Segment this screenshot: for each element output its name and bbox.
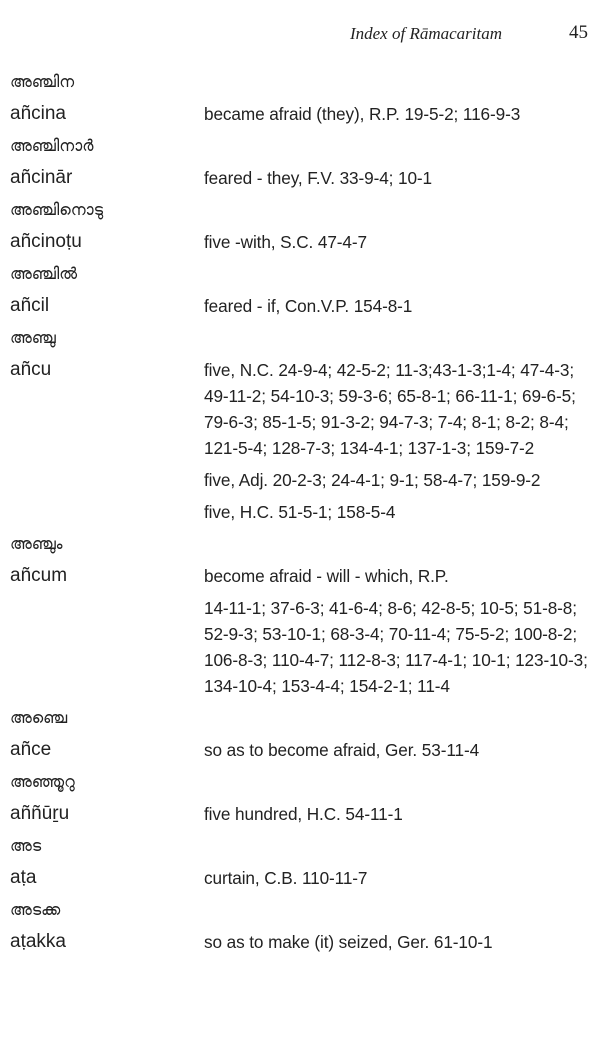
entry-row — [10, 290, 595, 322]
index-entry — [10, 830, 595, 894]
index-entries — [10, 66, 595, 958]
index-entry — [10, 528, 595, 702]
running-title: Index of Rāmacaritam — [349, 24, 502, 43]
entry-row — [10, 798, 595, 830]
sense-list — [204, 290, 595, 322]
sense-text: five hundred, H.C. 54-11-1 — [204, 804, 403, 824]
index-entry — [10, 894, 595, 958]
sense-list — [204, 926, 595, 958]
running-header — [0, 22, 600, 46]
sense-list — [204, 560, 595, 702]
transliterated-headword: aṭakka — [10, 931, 66, 952]
transliterated-headword: añcu — [10, 359, 52, 380]
sense-text: curtain, C.B. 110-11-7 — [204, 868, 368, 888]
sense-text: so as to become afraid, Ger. 53-11-4 — [204, 740, 480, 760]
transliterated-headword: añcinoṭu — [10, 231, 82, 252]
transliterated-headword: añcinār — [10, 167, 73, 188]
sense-list — [204, 98, 595, 130]
sense-list — [204, 226, 595, 258]
sense-text: feared - they, F.V. 33-9-4; 10-1 — [204, 168, 433, 188]
sense-text: five -with, S.C. 47-4-7 — [204, 232, 367, 252]
sense-list — [204, 798, 595, 830]
sense-text: so as to make (it) seized, Ger. 61-10-1 — [204, 932, 493, 952]
transliterated-headword: aṭa — [10, 867, 37, 888]
malayalam-headword: അഞ്ചും — [10, 534, 63, 553]
malayalam-headword: അഞ്ചിനാർ — [10, 136, 94, 155]
index-entry — [10, 702, 595, 766]
malayalam-headword: അടക്ക — [10, 900, 61, 919]
sense-text: become afraid - will - which, R.P. — [204, 566, 449, 586]
malayalam-headword: അഞ്ചു — [10, 328, 56, 347]
index-entry — [10, 322, 595, 528]
sense-list — [204, 734, 595, 766]
index-entry — [10, 130, 595, 194]
index-entry — [10, 258, 595, 322]
transliterated-headword: añce — [10, 739, 52, 760]
transliterated-headword: añcum — [10, 565, 68, 586]
entry-row — [10, 862, 595, 894]
entry-row — [10, 926, 595, 958]
index-entry — [10, 194, 595, 258]
malayalam-headword: അഞ്ചിനൊടു — [10, 200, 104, 219]
transliterated-headword: añcil — [10, 295, 50, 316]
entry-row — [10, 560, 595, 702]
malayalam-headword: അഞ്ഞൂറു — [10, 772, 75, 791]
sense-text: five, N.C. 24-9-4; 42-5-2; 11-3;43-1-3;1-4; 47-4-3; 49-11-2; 54-10-3; 59-3-6; 65-8-1; 66-11-1; 69-6-5; 79-6-3; 85-1-5; 91-3-2; 94-7-3; 7-4; 8-1; 8-2; 8-4; 121-5-4; 128-7-3; 134-4-1; 137-1-3; 159-7-2 — [204, 360, 576, 458]
transliterated-headword: aññūṟu — [10, 803, 70, 824]
sense-text: 14-11-1; 37-6-3; 41-6-4; 8-6; 42-8-5; 10-5; 51-8-8; 52-9-3; 53-10-1; 68-3-4; 70-11-4; 75-5-2; 100-8-2; 106-8-3; 110-4-7; 112-8-3; 117-4-1; 10-1; 123-10-3; 134-10-4; 153-4-4; 154-2-1; 11-4 — [204, 598, 588, 696]
malayalam-headword: അഞ്ചെ — [10, 708, 68, 727]
index-entry — [10, 766, 595, 830]
malayalam-headword: അഞ്ചിൽ — [10, 264, 78, 283]
entry-row — [10, 734, 595, 766]
entry-row — [10, 162, 595, 194]
sense-text: feared - if, Con.V.P. 154-8-1 — [204, 296, 413, 316]
entry-row — [10, 354, 595, 528]
malayalam-headword: അഞ്ചിന — [10, 72, 75, 91]
sense-text: five, H.C. 51-5-1; 158-5-4 — [204, 502, 396, 522]
sense-text: became afraid (they), R.P. 19-5-2; 116-9-3 — [204, 104, 521, 124]
index-entry — [10, 66, 595, 130]
transliterated-headword: añcina — [10, 103, 66, 124]
sense-list — [204, 162, 595, 194]
sense-text: five, Adj. 20-2-3; 24-4-1; 9-1; 58-4-7; 159-9-2 — [204, 470, 541, 490]
sense-list — [204, 354, 595, 528]
entry-row — [10, 98, 595, 130]
entry-row — [10, 226, 595, 258]
sense-list — [204, 862, 595, 894]
page-number: 45 — [569, 22, 588, 43]
malayalam-headword: അട — [10, 836, 42, 855]
